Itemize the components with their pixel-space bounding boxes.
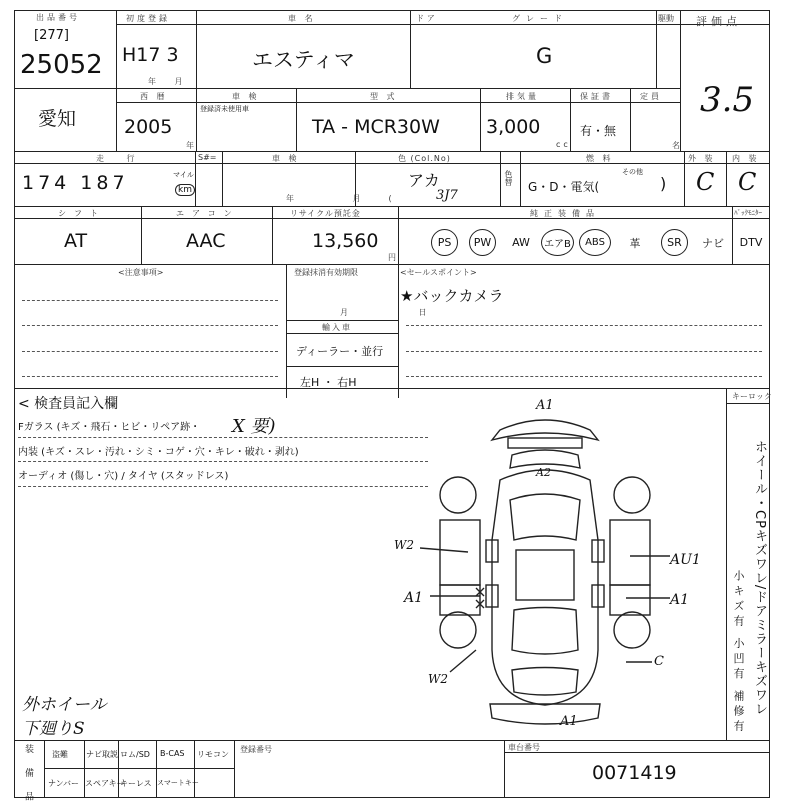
model-year: 2005 [124,116,173,138]
lot-number: 25052 [20,50,103,80]
grade-label: グレード [512,14,568,23]
color-code: 3J7 [436,188,458,203]
mark-right-front: AU1 [670,552,701,568]
shift: AT [64,230,88,252]
exterior-grade: C [696,168,715,196]
equip-airbag: エアB [541,229,574,256]
mileage: 174 187 [22,172,129,194]
capacity-label: 定員 [640,92,662,101]
footer-item-0: 盗難 [52,750,68,759]
equip-pw: PW [469,229,496,256]
drive-label: 駆動 [658,14,674,23]
equip-leather: 革 [629,236,641,250]
glass-handwritten: X 要) [232,416,276,437]
inspection-label: 車 検 [232,92,260,101]
recycle-fee: 13,560 [312,230,379,252]
fuel: G・D・電気( [528,180,600,194]
mark-left-front: W2 [394,538,414,552]
footer-col-label: 装 備 品 [23,744,33,807]
right-column-text: ホイール・CPキズワレ/ドアミラーキズワレ [752,440,767,717]
right-column-sub: 小キズ有 小凹有 補修有 [732,570,745,735]
aircon: AAC [186,230,226,252]
equip-dtv: DTV [739,236,763,249]
score-value: 3.5 [700,80,755,120]
equip-sr: SR [661,229,688,256]
warranty-label: 保証書 [580,92,613,101]
footer-item-6: スペアキー [85,779,125,788]
mark-right-rear: C [654,654,664,669]
handle-side: 左H ・ 右H [300,376,357,389]
inspection-note: 登録済未使用車 [200,105,249,113]
model-label: 車 名 [288,14,316,23]
audio-line: オーディオ (傷し・穴) / タイヤ (スタッドレス) [18,471,229,482]
doors-label: ドア [416,14,438,23]
glass-line: Fガラス (キズ・飛石・ヒビ・リペア跡・ [18,422,201,433]
displacement-label: 排気量 [506,92,539,101]
footer-item-3: B-CAS [160,749,185,758]
mark-left-rear: W2 [428,672,448,686]
inspector-title: < 検査員記入欄 [18,396,119,412]
mileage-unit-mile: マイル [173,171,194,179]
year-unit: 年 [186,141,197,150]
interior-line: 内装 (キズ・スレ・汚れ・シミ・コゲ・穴・キレ・破れ・剥れ) [18,447,299,458]
import-dealer: ディーラー・並行 [296,345,384,358]
mark-left-mid: A1 [404,590,424,606]
s-label: S#= [198,153,217,162]
inspection-date-label: 車 検 [272,154,300,163]
lot-box: [277] [34,28,69,43]
sales-point: ★バックカメラ [400,287,504,305]
expiry-unit: 月 日 [340,308,461,317]
aircon-label: エアコン [176,209,240,218]
color-change-label: 色替 [504,170,513,186]
mark-top: A1 [536,398,554,413]
first-reg-unit: 年 月 [148,77,191,86]
first-reg: H17 3 [122,44,179,66]
capacity-unit: 名 [672,141,683,150]
sales-label: <セールスポイント> [400,268,477,277]
mark-hood: A2 [536,466,551,479]
mark-bottom: A1 [560,714,578,729]
interior-label: 内 装 [732,154,760,163]
chassis-label: 車台番号 [508,743,540,752]
shift-label: シフト [58,209,106,218]
equip-aw: AW [512,236,530,249]
equip-abs: ABS [579,229,611,256]
expiry-label: 登録抹消有効期限 [294,268,358,277]
car-damage-diagram [420,400,670,740]
recycle-unit: 円 [388,253,399,262]
footer-item-1: ナビ取説 [86,750,118,759]
reg-label: 登録番号 [240,745,272,754]
fuel-close: ) [660,174,667,193]
grade: G [536,44,553,68]
footer-item-2: ロム/SD [120,750,150,759]
warranty: 有・無 [580,124,617,138]
year-label: 西 暦 [140,92,168,101]
inspection-date-unit: 年 月( [286,194,420,203]
footer-item-4: リモコン [197,750,229,759]
model-type: TA - MCR30W [312,116,440,138]
equipment-label: 純正装備品 [530,209,600,218]
options-label: ﾊﾞｯｸﾓﾆﾀｰ [734,209,762,217]
color-label: 色 (Col.No) [398,154,451,163]
score-label: 評価点 [696,15,741,28]
footer-item-5: ナンバー [48,779,80,788]
mark-right-mid: A1 [670,592,690,608]
type-label: 型 式 [370,92,398,101]
fuel-label: 燃 料 [586,154,614,163]
displacement: 3,000 [486,116,541,138]
equip-navi: ナビ [702,236,724,250]
color: アカ [408,171,440,190]
chassis-number: 0071419 [592,762,677,784]
interior-grade: C [738,168,757,196]
keylock-label: キーロック [732,392,772,401]
model-name: エスティマ [252,48,355,72]
import-label: 輸入車 [322,323,352,332]
fuel-other: その他 [622,168,643,176]
displacement-unit: cc [556,140,571,149]
footer-item-8: スマートキー [157,779,199,787]
mileage-label: 走 行 [96,154,145,163]
region: 愛知 [38,108,77,130]
mileage-unit-km: km [175,184,195,196]
handwritten-left-1: 外ホイール [22,695,107,715]
exterior-label: 外 装 [688,154,716,163]
first-reg-label: 初度登録 [126,14,170,23]
handwritten-left-2: 下廻りS [22,719,85,739]
caution-label: <注意事項> [118,268,164,277]
recycle-label: リサイクル預託金 [290,209,361,218]
lot-label: 出品番号 [36,13,80,22]
footer-item-7: キーレス [120,779,152,788]
equip-ps: PS [431,229,458,256]
